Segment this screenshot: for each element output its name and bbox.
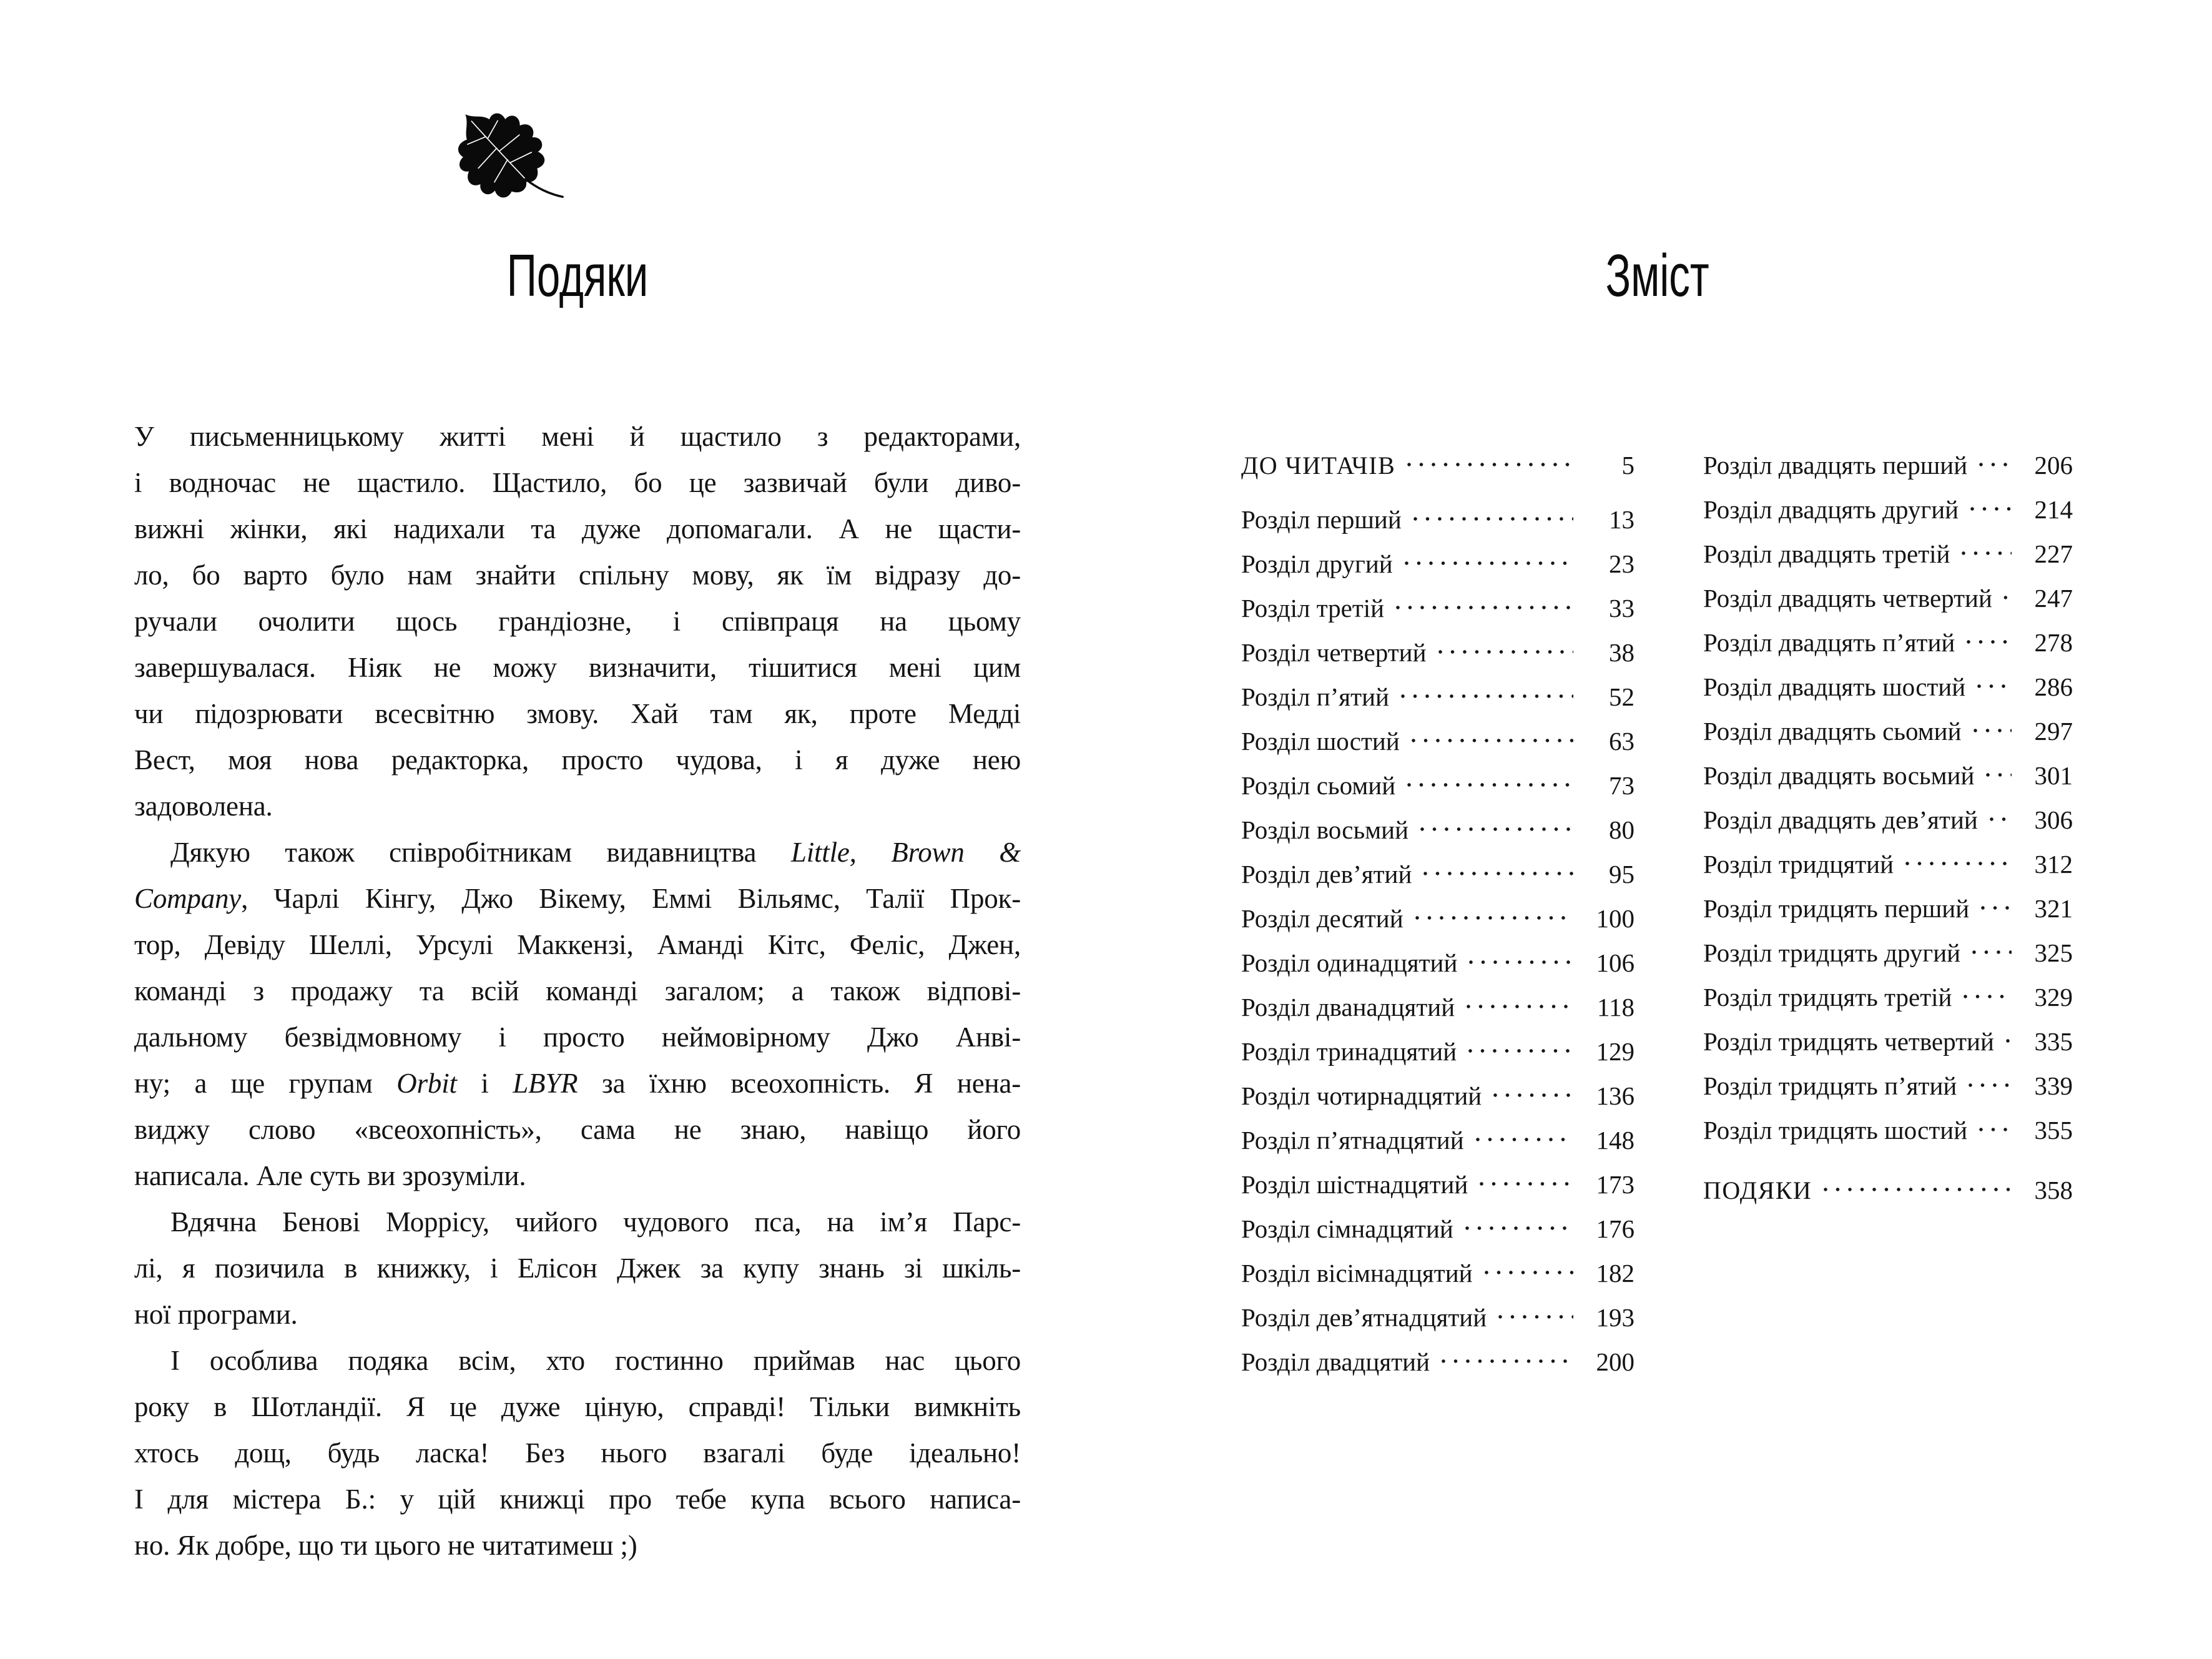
toc-entry-label: Розділ тридцять шостий	[1703, 1116, 1968, 1145]
toc-entry-label: Розділ двадцять восьмий	[1703, 761, 1975, 790]
toc-entry-page: 278	[2034, 628, 2073, 657]
toc-entry	[1703, 842, 2073, 887]
toc-entry-label: Розділ тринадцятий	[1241, 1037, 1457, 1066]
toc-entry-label: Розділ другий	[1241, 549, 1393, 578]
toc-entry	[1703, 1108, 2073, 1153]
toc-entry-label: Розділ сьомий	[1241, 771, 1396, 800]
text-segment: лі, я позичила в книжку, і Елісон Джек за купу знань зі шкіль-	[134, 1253, 1021, 1284]
toc-entry	[1241, 941, 1634, 985]
toc-entry-page: 227	[2034, 539, 2073, 568]
dot-leader	[1964, 1064, 2012, 1108]
toc-entry-page: 106	[1596, 948, 1634, 977]
text-line	[134, 1245, 1021, 1291]
text-segment: виджу слово «всеохопність», сама не знаю, навіщо його	[134, 1114, 1021, 1145]
text-segment: Вдячна Бенові Моррісу, чийого чудового пса, на ім’я Парс-	[170, 1206, 1021, 1238]
dot-leader	[1403, 764, 1573, 808]
toc-entry-page: 355	[2034, 1116, 2073, 1145]
toc-entry-page: 214	[2034, 495, 2073, 524]
toc-entry-label: Розділ одинадцятий	[1241, 948, 1458, 977]
text-segment: , Чарлі Кінгу, Джо Вікему, Еммі Вільямс, Талії Прок-	[241, 883, 1021, 914]
text-segment: року в Шотландії. Я це дуже ціную, справді! Тільки вимкніть	[134, 1391, 1021, 1422]
dot-leader	[1409, 498, 1573, 542]
toc-entry-page: 193	[1596, 1303, 1634, 1332]
toc-entry-page: 5	[1621, 451, 1634, 480]
dot-leader	[1400, 542, 1573, 586]
toc-entry-page: 23	[1609, 549, 1634, 578]
contents-title	[1239, 242, 2076, 313]
text-segment: но. Як добре, що ти цього не читатимеш ;)	[134, 1530, 637, 1561]
toc-entry-label: Розділ двадцятий	[1241, 1347, 1430, 1376]
toc-entry	[1703, 576, 2073, 621]
oak-leaf-blade	[434, 92, 559, 214]
toc-entry-label: Розділ тридцять другий	[1703, 938, 1961, 967]
toc-entry-label: ДО ЧИТАЧІВ	[1241, 451, 1396, 480]
dot-leader	[1957, 532, 2012, 576]
dot-leader	[1480, 1251, 1573, 1296]
toc-entry-page: 321	[2034, 894, 2073, 923]
acknowledgments-text	[134, 413, 1021, 1568]
dot-leader	[1959, 975, 2012, 1020]
toc-entry-label: Розділ дев’ятнадцятий	[1241, 1303, 1487, 1332]
dot-leader	[1962, 621, 2012, 665]
toc-entry-label: Розділ восьмий	[1241, 815, 1409, 844]
toc-entry-label: Розділ тридцять четвертий	[1703, 1027, 1994, 1056]
toc-entry-page: 63	[1609, 727, 1634, 756]
toc-entry-label: Розділ двадцять шостий	[1703, 672, 1966, 701]
toc-entry	[1241, 1340, 1634, 1384]
toc-entry-label: Розділ тридцять перший	[1703, 894, 1970, 923]
toc-entry	[1703, 1168, 2073, 1213]
dot-leader	[1819, 1168, 2012, 1213]
toc-entry-label: Розділ двадцять сьомий	[1703, 717, 1962, 746]
text-segment: ло, бо варто було нам знайти спільну мову, як їм відразу до-	[134, 559, 1021, 591]
oak-leaf-illustration	[430, 92, 574, 237]
dot-leader	[1977, 887, 2012, 931]
text-line	[134, 1014, 1021, 1060]
toc-entry-page: 148	[1596, 1126, 1634, 1154]
toc-entry	[1241, 1296, 1634, 1340]
toc-entry-page: 286	[2034, 672, 2073, 701]
toc-column-right	[1703, 443, 2073, 1213]
acknowledgments-title-text: Подяки	[506, 242, 649, 309]
toc-entry-page: 38	[1609, 638, 1634, 667]
toc-entry-page: 13	[1609, 505, 1634, 534]
toc-entry-page: 301	[2034, 761, 2073, 790]
text-segment: за їхню всеохопність. Я нена-	[578, 1068, 1021, 1099]
toc-entry	[1241, 897, 1634, 941]
dot-leader	[1901, 842, 2012, 887]
dot-leader	[1489, 1074, 1573, 1118]
toc-entry-label: Розділ дев’ятий	[1241, 860, 1412, 889]
dot-leader	[1966, 488, 2012, 532]
toc-entry-page: 312	[2034, 850, 2073, 879]
toc-entry-label: Розділ п’ятий	[1241, 682, 1389, 711]
text-segment: вижні жінки, які надихали та дуже допомагали. А не щасти-	[134, 513, 1021, 544]
toc-entry	[1241, 586, 1634, 631]
dot-leader	[1437, 1340, 1573, 1384]
toc-entry-label: Розділ двадцять четвертий	[1703, 584, 1992, 613]
toc-entry-page: 33	[1609, 594, 1634, 623]
toc-entry	[1241, 1163, 1634, 1207]
toc-entry	[1241, 852, 1634, 897]
text-line	[134, 1199, 1021, 1245]
text-line	[134, 1291, 1021, 1337]
toc-entry-page: 329	[2034, 983, 2073, 1012]
text-segment: У письменницькому житті мені й щастило з редакторами,	[134, 421, 1021, 452]
toc-entry-label: Розділ двадцять п’ятий	[1703, 628, 1955, 657]
text-line	[134, 598, 1021, 644]
toc-entry	[1703, 488, 2073, 532]
toc-entry-label: Розділ сімнадцятий	[1241, 1214, 1453, 1243]
toc-entry-label: Розділ вісімнадцятий	[1241, 1259, 1473, 1287]
toc-entry-page: 182	[1596, 1259, 1634, 1287]
toc-entry	[1703, 754, 2073, 798]
dot-leader	[2000, 576, 2012, 621]
text-line	[134, 1337, 1021, 1384]
toc-entry-label: Розділ тридцять п’ятий	[1703, 1071, 1957, 1100]
toc-entry	[1703, 665, 2073, 709]
toc-entry-label: Розділ тридцятий	[1703, 850, 1894, 879]
dot-leader	[1472, 1118, 1573, 1163]
text-segment: ручали очолити щось грандіозне, і співпраця на цьому	[134, 606, 1021, 637]
toc-entry-label: Розділ двадцять другий	[1703, 495, 1959, 524]
text-line	[134, 783, 1021, 829]
toc-entry-label: Розділ дванадцятий	[1241, 993, 1455, 1021]
contents-title-text: Зміст	[1605, 242, 1710, 309]
dot-leader	[1411, 897, 1573, 941]
toc-entry	[1241, 985, 1634, 1030]
toc-entry-label: Розділ третій	[1241, 594, 1385, 623]
text-line	[134, 968, 1021, 1014]
toc-entry-label: Розділ четвертий	[1241, 638, 1427, 667]
dot-leader	[1462, 985, 1573, 1030]
text-segment: І для містера Б.: у цій книжці про тебе купа всього написа-	[134, 1484, 1021, 1515]
toc-entry	[1241, 764, 1634, 808]
text-segment: хтось дощ, будь ласка! Без нього взагалі буде ідеально!	[134, 1437, 1021, 1469]
toc-entry-page: 335	[2034, 1027, 2073, 1056]
toc-entry	[1241, 1251, 1634, 1296]
toc-entry	[1703, 1064, 2073, 1108]
text-segment: і водночас не щастило. Щастило, бо це зазвичай були диво-	[134, 467, 1021, 498]
dot-leader	[1982, 754, 2012, 798]
text-line	[134, 737, 1021, 783]
toc-entry	[1241, 1118, 1634, 1163]
toc-entry-label: Розділ шістнадцятий	[1241, 1170, 1468, 1199]
toc-entry	[1241, 443, 1634, 488]
text-line	[134, 1430, 1021, 1476]
dot-leader	[1464, 1030, 1573, 1074]
toc-entry	[1703, 931, 2073, 975]
toc-entry-label: Розділ чотирнадцятий	[1241, 1081, 1482, 1110]
toc-column-left	[1241, 443, 1634, 1384]
text-segment: ної програми.	[134, 1299, 298, 1330]
toc-entry-label: ПОДЯКИ	[1703, 1176, 1812, 1204]
toc-entry	[1241, 542, 1634, 586]
dot-leader	[1494, 1296, 1573, 1340]
toc-entry	[1703, 443, 2073, 488]
toc-entry	[1241, 719, 1634, 764]
text-segment: написала. Але суть ви зрозуміли.	[134, 1160, 526, 1191]
toc-entry-label: Розділ двадцять перший	[1703, 451, 1968, 480]
text-line	[134, 552, 1021, 598]
toc-entry-page: 176	[1596, 1214, 1634, 1243]
toc-entry-page: 200	[1596, 1347, 1634, 1376]
toc-entry-page: 129	[1596, 1037, 1634, 1066]
text-line	[134, 644, 1021, 691]
dot-leader	[1968, 931, 2012, 975]
italic-text-segment: LBYR	[513, 1068, 578, 1099]
toc-entry-page: 247	[2034, 584, 2073, 613]
italic-text-segment: Little, Brown &	[790, 837, 1021, 868]
dot-leader	[2002, 1020, 2012, 1064]
text-segment: тор, Девіду Шеллі, Урсулі Маккензі, Аманді Кітс, Феліс, Джен,	[134, 929, 1021, 960]
text-line	[134, 413, 1021, 460]
text-line	[134, 1106, 1021, 1153]
dot-leader	[1975, 1108, 2012, 1153]
toc-entry-page: 80	[1609, 815, 1634, 844]
text-line	[134, 1476, 1021, 1522]
toc-entry-label: Розділ тридцять третій	[1703, 983, 1952, 1012]
text-line	[134, 1384, 1021, 1430]
text-line	[134, 691, 1021, 737]
toc-entry	[1241, 675, 1634, 719]
text-segment: дальному безвідмовному і просто неймовірному Джо Анві-	[134, 1021, 1021, 1053]
toc-entry-page: 73	[1609, 771, 1634, 800]
toc-entry	[1703, 532, 2073, 576]
toc-entry-page: 52	[1609, 682, 1634, 711]
dot-leader	[1397, 675, 1573, 719]
dot-leader	[1973, 665, 2012, 709]
text-line	[134, 460, 1021, 506]
toc-entry-label: Розділ десятий	[1241, 904, 1403, 933]
toc-entry	[1241, 1074, 1634, 1118]
text-segment: і	[456, 1068, 513, 1099]
toc-entry-label: Розділ п’ятнадцятий	[1241, 1126, 1464, 1154]
dot-leader	[1475, 1163, 1573, 1207]
text-segment: ну; а ще групам	[134, 1068, 397, 1099]
toc-entry-page: 100	[1596, 904, 1634, 933]
toc-entry-label: Розділ шостий	[1241, 727, 1400, 756]
dot-leader	[1985, 798, 2012, 842]
toc-entry	[1241, 498, 1634, 542]
text-line	[134, 922, 1021, 968]
toc-entry-label: Розділ перший	[1241, 505, 1402, 534]
italic-text-segment: Company	[134, 883, 242, 914]
text-line	[134, 875, 1021, 922]
toc-entry-page: 136	[1596, 1081, 1634, 1110]
toc-entry-label: Розділ двадцять третій	[1703, 539, 1950, 568]
toc-entry-page: 173	[1596, 1170, 1634, 1199]
toc-entry	[1703, 621, 2073, 665]
dot-leader	[1416, 808, 1573, 852]
toc-entry	[1241, 631, 1634, 675]
dot-leader	[1465, 941, 1573, 985]
acknowledgments-title	[134, 242, 1021, 313]
toc-entry-page: 306	[2034, 805, 2073, 834]
dot-leader	[1434, 631, 1573, 675]
dot-leader	[1403, 443, 1573, 488]
dot-leader	[1969, 709, 2012, 754]
toc-entry	[1703, 1020, 2073, 1064]
toc-entry-label: Розділ двадцять дев’ятий	[1703, 805, 1978, 834]
toc-entry-page: 297	[2034, 717, 2073, 746]
text-segment: чи підозрювати всесвітню змову. Хай там як, проте Медді	[134, 698, 1021, 729]
text-segment: Вест, моя нова редакторка, просто чудова, і я дуже нею	[134, 744, 1021, 775]
toc-entry-page: 325	[2034, 938, 2073, 967]
italic-text-segment: Orbit	[396, 1068, 457, 1099]
dot-leader	[1975, 443, 2012, 488]
text-line	[134, 1522, 1021, 1568]
text-line	[134, 829, 1021, 875]
toc-entry	[1703, 975, 2073, 1020]
text-line	[134, 1060, 1021, 1106]
dot-leader	[1407, 719, 1573, 764]
text-line	[134, 506, 1021, 552]
toc-entry	[1241, 1030, 1634, 1074]
toc-entry-page: 206	[2034, 451, 2073, 480]
toc-entry-page: 339	[2034, 1071, 2073, 1100]
toc-entry	[1703, 887, 2073, 931]
dot-leader	[1419, 852, 1573, 897]
toc-entry-page: 358	[2034, 1176, 2073, 1204]
toc-entry	[1703, 709, 2073, 754]
text-line	[134, 1153, 1021, 1199]
text-segment: Дякую також співробітникам видавництва	[170, 837, 791, 868]
text-segment: команді з продажу та всій команді загалом; а також відпові-	[134, 975, 1021, 1007]
toc-entry	[1703, 798, 2073, 842]
toc-entry-page: 95	[1609, 860, 1634, 889]
toc-entry-page: 118	[1597, 993, 1634, 1021]
dot-leader	[1461, 1207, 1573, 1251]
dot-leader	[1392, 586, 1573, 631]
toc-entry	[1241, 808, 1634, 852]
text-segment: І особлива подяка всім, хто гостинно приймав нас цього	[170, 1345, 1021, 1376]
toc-entry	[1241, 1207, 1634, 1251]
text-segment: задоволена.	[134, 790, 273, 822]
text-segment: завершувалася. Ніяк не можу визначити, тішитися мені цим	[134, 652, 1021, 683]
